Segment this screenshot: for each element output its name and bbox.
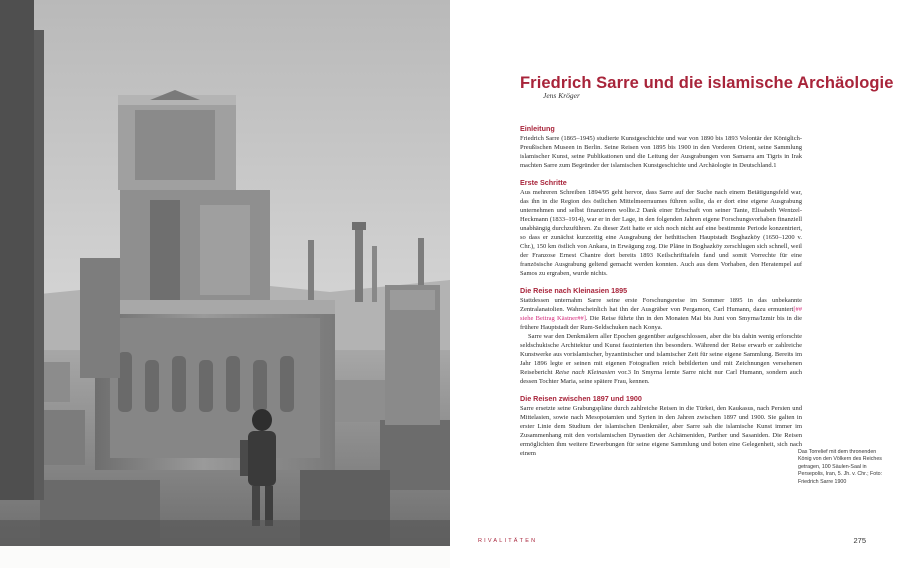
section-heading: Die Reisen zwischen 1897 und 1900 — [520, 394, 642, 403]
running-head: RIVALITÄTEN — [478, 538, 538, 544]
article-author: Jens Kröger — [543, 91, 580, 100]
paragraph-text: Sarre war den Denkmälern aller Epochen gegenüber aufgeschlossen, aber die bis dahin wenig erforschte seldschukische Architektur und Kunst faszinierten ihn besonders. Während der Reise erwarb er zahlreiche Kunstwerke aus vorislamischer, byzantinischer und islamischer Zeit für seine eigene Sammlung. Bereits im Jahr 1896 legte er seinen mit eigenen Fotografien reich bebilderten und mit Zeichnungen versehenen Reisebericht — [520, 333, 802, 376]
section-reisen-1897-1900 — [520, 394, 802, 458]
section-heading: Die Reise nach Kleinasien 1895 — [520, 286, 628, 295]
page-number: 275 — [853, 536, 866, 545]
persepolis-photo — [0, 0, 450, 546]
paragraph-text: Sarre ersetzte seine Grabungspläne durch zahlreiche Reisen in die Türkei, den Kaukasus, nach Persien und Mittelasien, sowie nach Mesopotamien und Syrien in den Jahren zwischen 1897 und 1900. Sie galten in erster Linie dem Studium der islamischen Denkmäler, aber Sarre sah die islamische Kunst immer im Zusammenhang mit den vorislamischen Dynastien der Achämeniden, Parther und Sasaniden. Die Reisen ermöglichten ihm weitere Erwerbungen für seine eigene Sammlung und boten eine Gelegenheit, sich nach einem — [520, 405, 802, 457]
photo-illustration — [0, 0, 450, 546]
paragraph-text: Friedrich Sarre (1865–1945) studierte Kunstgeschichte und war von 1890 bis 1893 Volontär der Königlich-Preußischen Museen in Berlin. Seine Reisen von 1895 bis 1900 in den Vorderen Orient, seine Sammlung islamischer Kunst, seine Publikationen und die Leitung der Ausgrabungen von Samarra am Tigris in Irak machten Sarre zum Begründer der islamischen Kunstgeschichte und Archäologie in Deutschland.1 — [520, 135, 802, 169]
paragraph — [520, 134, 802, 170]
paragraph — [520, 404, 802, 458]
section-einleitung — [520, 124, 802, 170]
paragraph — [520, 332, 802, 386]
section-erste-schritte — [520, 178, 802, 278]
paragraph-text: . Die Reise führte ihn in den Monaten Mai bis Juni von Smyrna/Izmir bis in die frühere Hauptstadt der Rum-Seldschuken nach Konya. — [520, 315, 802, 331]
section-heading: Erste Schritte — [520, 178, 567, 187]
photo-caption: Das Torrelief mit dem thronenden König von den Völkern des Reiches getragen, 100 Säulen-Saal in Persepolis, Iran, 5. Jh. v. Chr.; Foto: Friedrich Sarre 1900 — [798, 449, 883, 485]
article-body — [520, 124, 802, 466]
right-page — [450, 0, 900, 568]
section-reise-kleinasien — [520, 286, 802, 386]
article-title: Friedrich Sarre und die islamische Archäologie — [520, 74, 894, 93]
book-title: Reise nach Kleinasien — [555, 369, 616, 376]
editor-note: [## siehe Beitrag Kästner##] — [520, 306, 802, 322]
paragraph — [520, 296, 802, 332]
paragraph-text: vor.3 In Smyrna lernte Sarre nicht nur Carl Humann, sondern auch dessen Tochter Maria, seine spätere Frau, kennen. — [520, 369, 802, 385]
paragraph-text: Stattdessen unternahm Sarre seine erste Forschungsreise im Sommer 1895 in das unbekannte Zentralanatolien. Wahrscheinlich hat ihn der Ausgräber von Pergamon, Carl Humann, dazu ermuntert — [520, 297, 802, 313]
section-heading: Einleitung — [520, 124, 555, 133]
paragraph — [520, 188, 802, 278]
paragraph-text: Aus mehreren Schreiben 1894/95 geht hervor, dass Sarre auf der Suche nach einem Betätigungsfeld war, das ihn in die Region des östlichen Mittelmeerraumes führen sollte, da er dort eine eigene Ausgrabung unternehmen und selbst finanzieren wollte.2 Dank einer Erbschaft von seiner Tante, Elisabeth Wentzel-Heckmann (1833–1914), war er in der Lage, in den folgenden Jahren eigene Forschungsvorhaben finanziell unabhängig durchzuführen. Zu dieser Zeit hatte er sich noch nicht auf eine bestimmte Periode konzentriert, so dass er zunächst kurzzeitig eine Ausgrabung der hethitischen Hauptstadt Boghazköy (1650–1200 v. Chr.), 150 km östlich von Ankara, in Erwägung zog. Die Pläne in Boghazköy zerschlugen sich schnell, weil der Franzose Ernest Chantre dort bereits 1893 Keilschrifttafeln fand und somit Vorrechte für eine französische Ausgrabung geltend gemacht werden konnten. Auch aus dem Vorhaben, den Heratempel auf Samos zu ergraben, wurde nichts. — [520, 189, 802, 277]
